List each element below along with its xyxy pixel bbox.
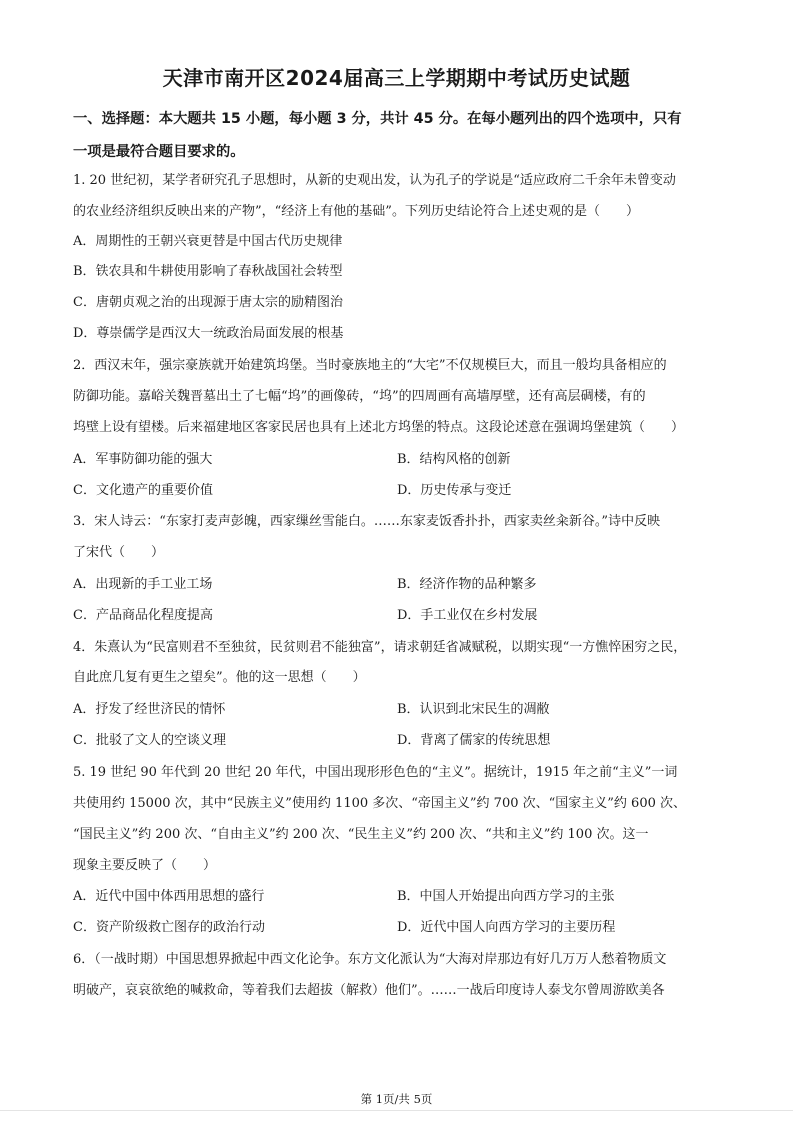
question-5-option-b: B．中国人开始提出向西方学习的主张 <box>397 889 615 904</box>
question-5-option-d: D．近代中国人向西方学习的主要历程 <box>397 920 616 935</box>
question-5-stem-line-2: 共使用约 15000 次，其中“民族主义”使用约 1100 多次、“帝国主义”约 700 次、“国家主义”约 600 次、 <box>73 796 686 811</box>
question-2-option-c: C．文化遗产的重要价值 <box>73 483 213 498</box>
question-4-stem-line-1: 4．朱熹认为“民富则君不至独贫，民贫则君不能独富”，请求朝廷省减赋税，以期实现“一方憔悴困穷之民， <box>73 640 687 655</box>
question-5-option-a: A．近代中国中体西用思想的盛行 <box>73 889 265 904</box>
question-3-stem-line-2: 了宋代（ ） <box>73 545 165 560</box>
question-4-stem-line-2: 自此庶几复有更生之望矣”。他的这一思想（ ） <box>73 670 366 685</box>
question-6-stem-line-1: 6．（一战时期）中国思想界掀起中西文化论争。东方文化派认为“大海对岸那边有好几万万人愁着物质文 <box>73 952 667 967</box>
question-1-option-a: A．周期性的王朝兴衰更替是中国古代历史规律 <box>73 234 343 249</box>
section-header-line-1: 一、选择题：本大题共 15 小题，每小题 3 分，共计 45 分。在每小题列出的四个选项中，只有 <box>73 111 682 127</box>
question-4-option-a: A．抒发了经世济民的情怀 <box>73 702 226 717</box>
question-2-option-d: D．历史传承与变迁 <box>397 483 512 498</box>
question-3-option-c: C．产品商品化程度提高 <box>73 608 213 623</box>
section-header-line-2: 一项是最符合题目要求的。 <box>73 144 245 160</box>
question-3-option-b: B．经济作物的品种繁多 <box>397 577 537 592</box>
question-2-option-a: A．军事防御功能的强大 <box>73 452 213 467</box>
question-2-stem-line-1: 2．西汉末年，强宗豪族就开始建筑坞堡。当时豪族地主的“大宅”不仅规模巨大，而且一般均具备相应的 <box>73 358 667 373</box>
page-title: 天津市南开区2024届高三上学期期中考试历史试题 <box>162 66 631 90</box>
question-2-stem-line-3: 坞壁上设有望楼。后来福建地区客家民居也具有上述北方坞堡的特点。这段论述意在强调坞堡建筑（ ） <box>73 420 685 435</box>
question-1-option-d: D．尊崇儒学是西汉大一统政治局面发展的根基 <box>73 326 344 341</box>
page-footer: 第 1页/共 5页 <box>360 1092 433 1106</box>
question-4-option-d: D．背离了儒家的传统思想 <box>397 733 551 748</box>
question-1-option-c: C．唐朝贞观之治的出现源于唐太宗的励精图治 <box>73 295 343 310</box>
question-1-stem-line-1: 1. 20 世纪初，某学者研究孔子思想时，从新的史观出发，认为孔子的学说是“适应政府二千余年未曾变动 <box>73 173 676 188</box>
question-2-option-b: B．结构风格的创新 <box>397 452 511 467</box>
question-1-stem-line-2: 的农业经济组织反映出来的产物”，“经济上有他的基础”。下列历史结论符合上述史观的是（ ） <box>73 204 639 219</box>
question-5-stem-line-3: “国民主义”约 200 次、“自由主义”约 200 次、“民生主义”约 200 次、“共和主义”约 100 次。这一 <box>73 827 649 842</box>
question-6-stem-line-2: 明破产，哀哀欲绝的喊救命，等着我们去超拔（解救）他们”。……一战后印度诗人泰戈尔曾周游欧美各 <box>73 983 665 998</box>
question-4-option-c: C．批驳了文人的空谈义理 <box>73 733 226 748</box>
question-3-option-d: D．手工业仅在乡村发展 <box>397 608 538 623</box>
question-2-stem-line-2: 防御功能。嘉峪关魏晋墓出土了七幅“坞”的画像砖，“坞”的四周画有高墙厚壁，还有高层碉楼，有的 <box>73 389 646 404</box>
question-3-stem-line-1: 3．宋人诗云：“东家打麦声彭魄，西家缫丝雪能白。……东家麦饭香扑扑，西家卖丝籴新谷。”诗中反映 <box>73 514 661 529</box>
question-5-stem-line-1: 5. 19 世纪 90 年代到 20 世纪 20 年代，中国出现形形色色的“主义”。据统计，1915 年之前“主义”一词 <box>73 765 678 780</box>
question-1-option-b: B．铁农具和牛耕使用影响了春秋战国社会转型 <box>73 264 343 279</box>
question-5-stem-line-4: 现象主要反映了（ ） <box>73 858 217 873</box>
question-3-option-a: A．出现新的手工业工场 <box>73 577 213 592</box>
question-5-option-c: C．资产阶级救亡图存的政治行动 <box>73 920 265 935</box>
question-4-option-b: B．认识到北宋民生的凋敝 <box>397 702 550 717</box>
footer-divider <box>0 1110 793 1111</box>
